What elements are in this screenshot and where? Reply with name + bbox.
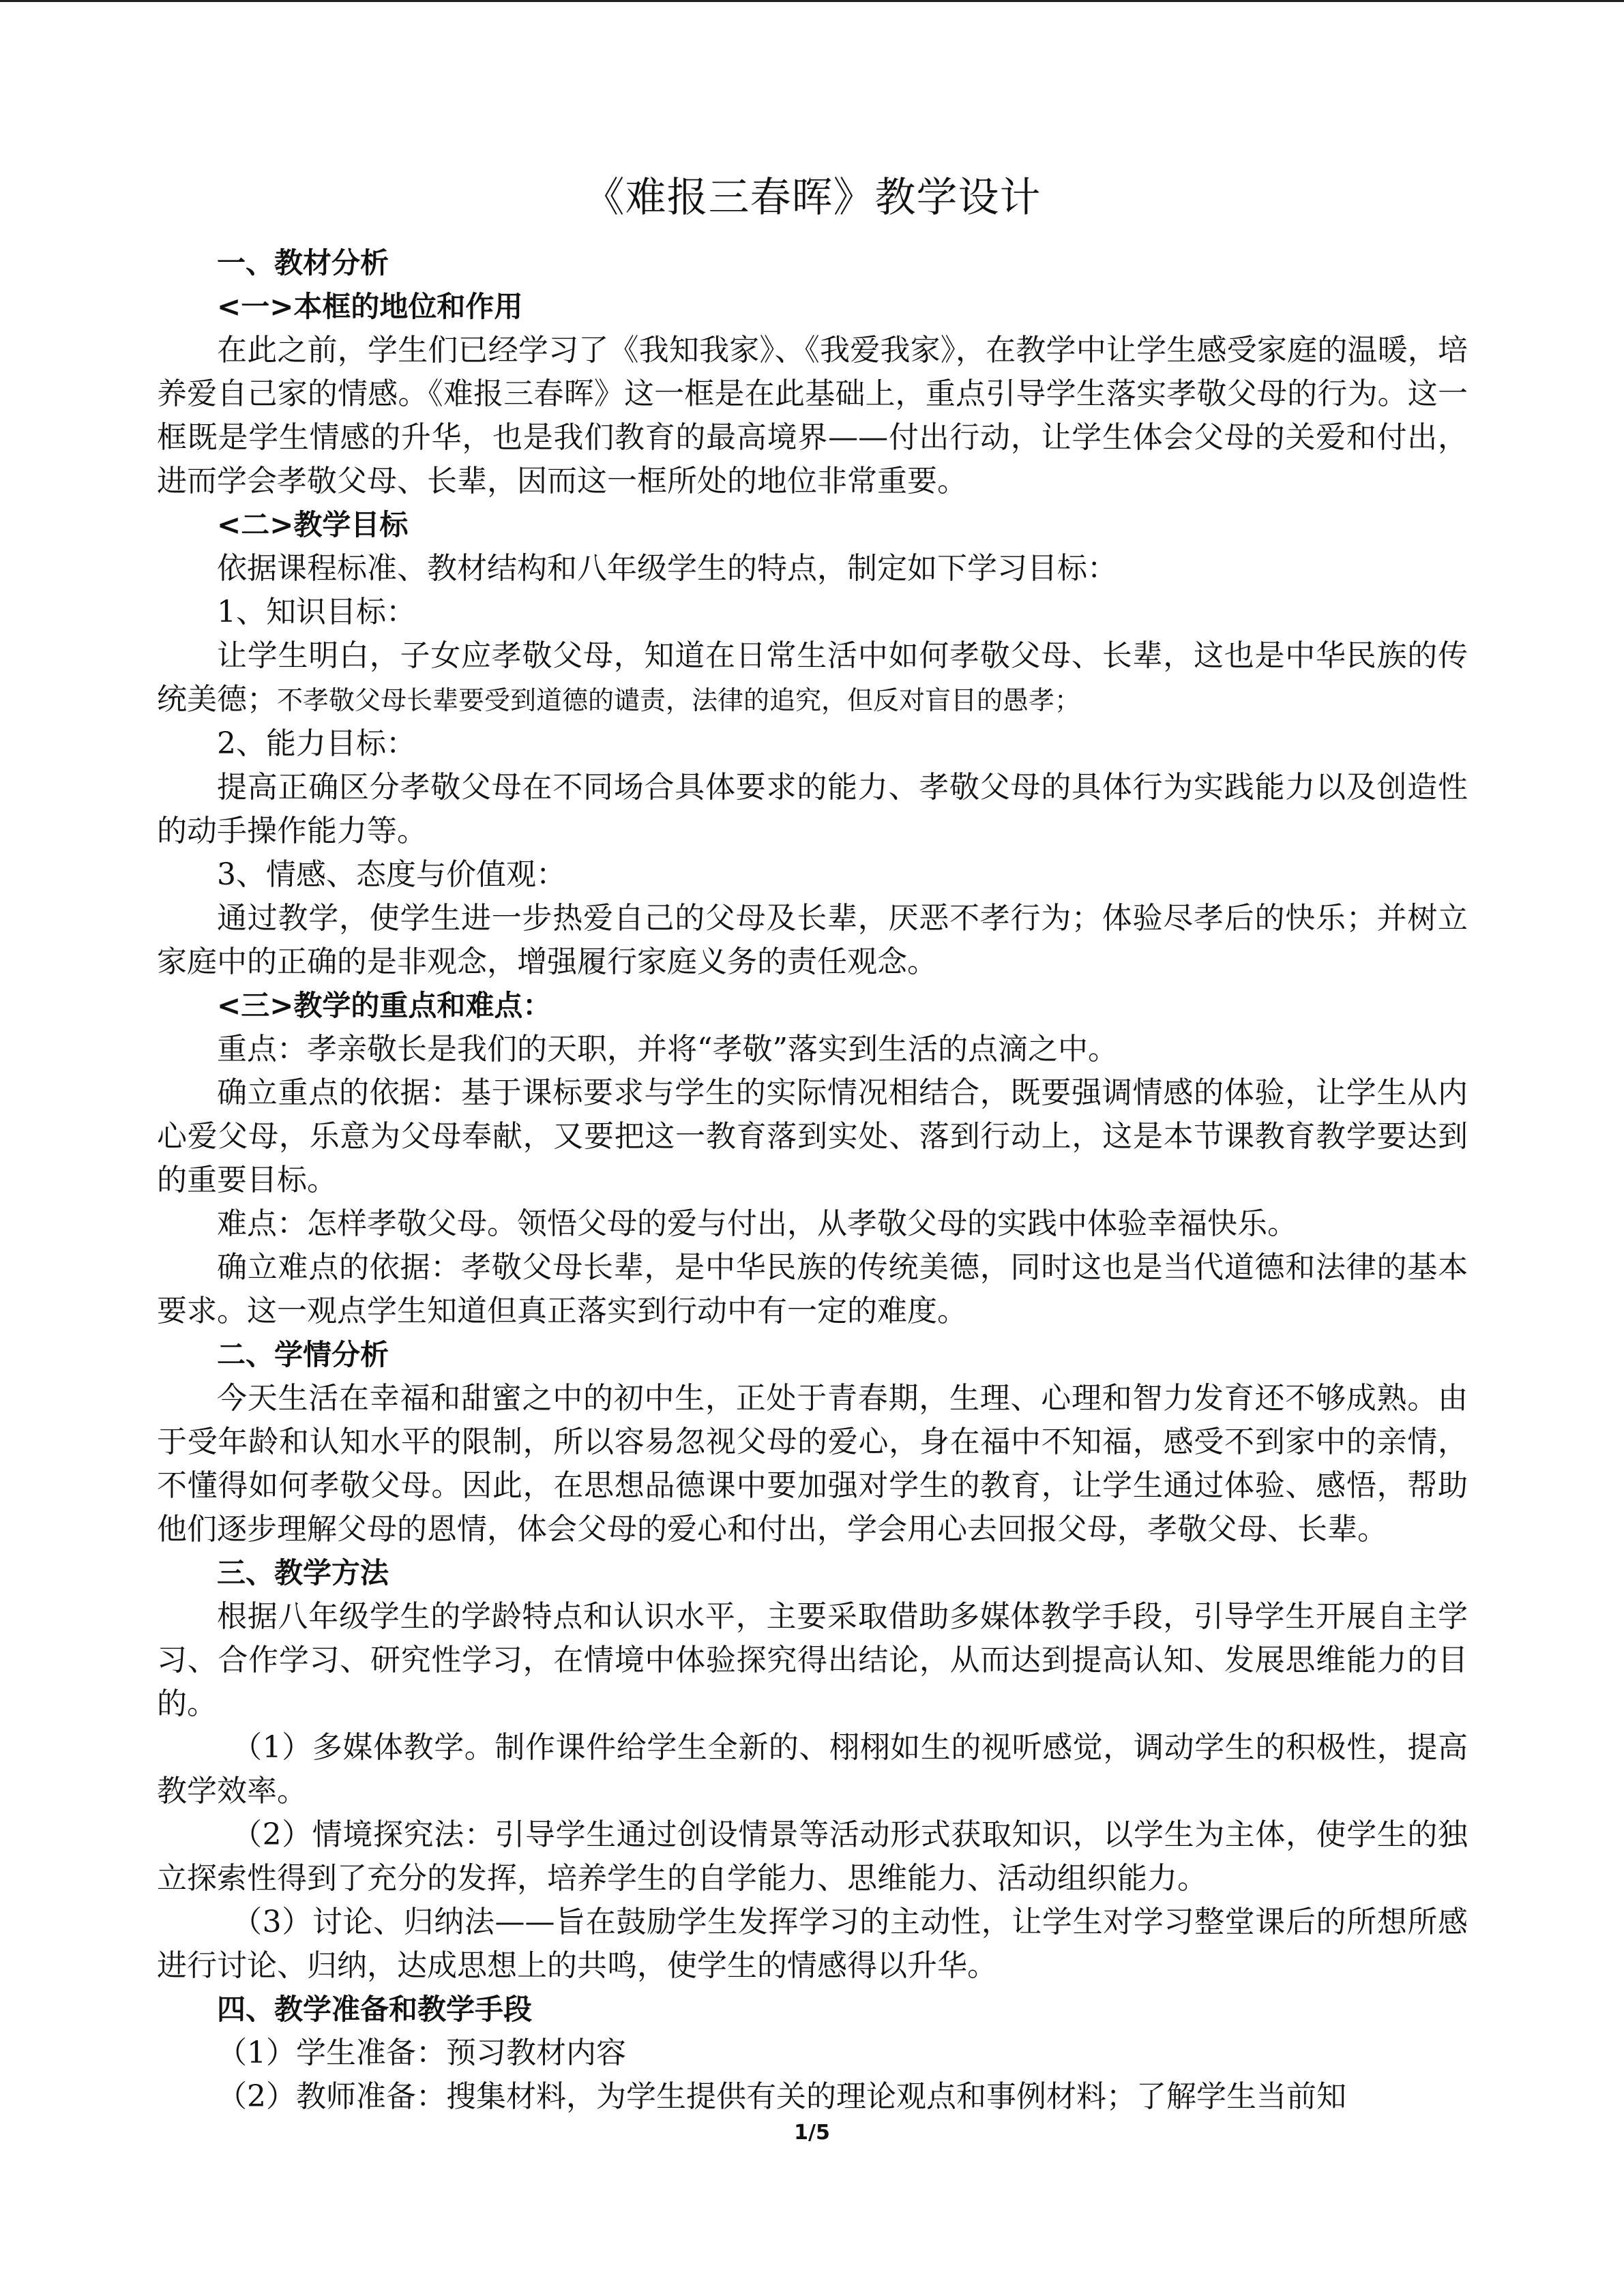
paragraph-teaching-methods: 根据八年级学生的学龄特点和认识水平，主要采取借助多媒体教学手段，引导学生开展自主学习、合作学习、研究性学习，在情境中体验探究得出结论，从而达到提高认知、发展思维能力的目的。	[157, 1599, 1468, 1721]
key-point-basis-text: 确立重点的依据：基于课标要求与学生的实际情况相结合，既要强调情感的体验，让学生从内心爱父母，乐意为父母奉献，又要把这一教育落到实处、落到行动上，这是本节课教育教学要达到的重要目标。	[157, 1075, 1468, 1197]
section-heading-teaching-methods: 三、教学方法	[217, 1556, 389, 1590]
goal-knowledge-label: 1、知识目标：	[217, 595, 416, 629]
paragraph-student-analysis: 今天生活在幸福和甜蜜之中的初中生，正处于青春期，生理、心理和智力发育还不够成熟。由于受年龄和认知水平的限制，所以容易忽视父母的爱心，身在福中不知福，感受不到家中的亲情，不懂得如何孝敬父母。因此，在思想品德课中要加强对学生的教育，让学生通过体验、感悟，帮助他们逐步理解父母的恩情，体会父母的爱心和付出，学会用心去回报父母，孝敬父母、长辈。	[157, 1381, 1468, 1547]
difficulty-text: 难点：怎样孝敬父母。领悟父母的爱与付出，从孝敬父母的实践中体验幸福快乐。	[217, 1206, 1297, 1241]
goal-attitude-label: 3、情感、态度与价值观：	[217, 857, 566, 892]
paragraph-goals-intro: 依据课程标准、教材结构和八年级学生的特点，制定如下学习目标：	[217, 551, 1117, 586]
top-border-line	[0, 0, 1624, 2]
goal-knowledge-paragraph	[157, 634, 1468, 722]
method-item-discussion: （3）讨论、归纳法——旨在鼓励学生发挥学习的主动性，让学生对学习整堂课后的所想所感进行讨论、归纳，达成思想上的共鸣，使学生的情感得以升华。	[157, 1905, 1468, 1983]
goal-ability-text: 提高正确区分孝敬父母在不同场合具体要求的能力、孝敬父母的具体行为实践能力以及创造性的动手操作能力等。	[157, 770, 1468, 848]
document-title: 《难报三春晖》教学设计	[583, 174, 1042, 222]
document-body	[157, 157, 1468, 2119]
paragraph-status-role: 在此之前，学生们已经学习了《我知我家》、《我爱我家》，在教学中让学生感受家庭的温暖，培养爱自己家的情感。《难报三春晖》这一框是在此基础上，重点引导学生落实孝敬父母的行为。这一框既是学生情感的升华，也是我们教育的最高境界——付出行动，让学生体会父母的关爱和付出，进而学会孝敬父母、长辈，因而这一框所处的地位非常重要。	[157, 333, 1468, 498]
prep-item-teacher: （2）教师准备：搜集材料，为学生提供有关的理论观点和事例材料；了解学生当前知	[217, 2079, 1346, 2114]
subsection-heading-teaching-goals: <二>教学目标	[217, 508, 409, 541]
difficulty-basis-text: 确立难点的依据：孝敬父母长辈，是中华民族的传统美德，同时这也是当代道德和法律的基本要求。这一观点学生知道但真正落实到行动中有一定的难度。	[157, 1250, 1468, 1328]
method-item-situational: （2）情境探究法：引导学生通过创设情景等活动形式获取知识，以学生为主体，使学生的独立探索性得到了充分的发挥，培养学生的自学能力、思维能力、活动组织能力。	[157, 1817, 1468, 1896]
section-heading-preparation: 四、教学准备和教学手段	[217, 1993, 533, 2026]
goal-knowledge-text-small: 不孝敬父母长辈要受到道德的谴责，法律的追究，但反对盲目的愚孝；	[277, 685, 1081, 715]
subsection-heading-status-role: <一>本框的地位和作用	[217, 290, 523, 323]
page-number: 1/5	[794, 2121, 830, 2145]
subsection-heading-key-difficult: <三>教学的重点和难点：	[217, 989, 552, 1022]
goal-knowledge-text: 让学生明白，子女应孝敬父母，知道在日常生活中如何孝敬父母、长辈，这也是中华民族的传统美德；	[157, 638, 1468, 717]
key-point-text: 重点：孝亲敬长是我们的天职，并将“孝敬”落实到生活的点滴之中。	[217, 1032, 1118, 1067]
method-item-multimedia: （1）多媒体教学。制作课件给学生全新的、栩栩如生的视听感觉，调动学生的积极性，提高教学效率。	[157, 1730, 1468, 1808]
section-heading-textbook-analysis: 一、教材分析	[217, 246, 389, 280]
section-heading-student-analysis: 二、学情分析	[217, 1338, 389, 1371]
prep-item-student: （1）学生准备：预习教材内容	[217, 2036, 626, 2070]
goal-ability-label: 2、能力目标：	[217, 726, 416, 761]
goal-attitude-text: 通过教学，使学生进一步热爱自己的父母及长辈，厌恶不孝行为；体验尽孝后的快乐；并树立家庭中的正确的是非观念，增强履行家庭义务的责任观念。	[157, 901, 1468, 979]
